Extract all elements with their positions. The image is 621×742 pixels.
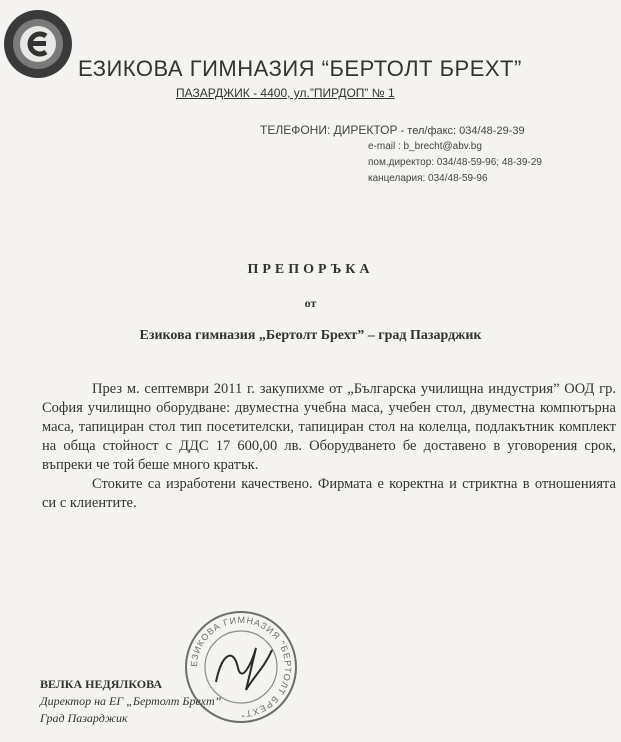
signer-name: ВЕЛКА НЕДЯЛКОВА: [40, 677, 163, 691]
contact-deputy-director: пом.директор: 034/48-59-96; 48-39-29: [368, 157, 542, 168]
body-paragraph-2: Стоките са изработени качествено. Фирмата е коректна и стриктна в отношенията си с клиентите.: [42, 476, 616, 511]
document-subtitle: Езикова гимназия „Бертолт Брехт” – град Пазарджик: [139, 328, 482, 343]
contact-office: канцелария: 034/48-59-96: [368, 173, 488, 184]
signature-scribble: [216, 648, 272, 690]
document-from: от: [304, 296, 317, 310]
document-body: [42, 380, 616, 513]
school-logo: [2, 8, 74, 80]
school-address: ПАЗАРДЖИК - 4400, ул.”ПИРДОП” № 1: [176, 86, 395, 100]
document-title: ПРЕПОРЪКА: [247, 262, 374, 277]
contact-block: [260, 122, 542, 187]
contact-email: e-mail : b_brecht@abv.bg: [368, 141, 482, 152]
phones-label: ТЕЛЕФОНИ: ДИРЕКТОР: [260, 123, 398, 137]
signature-block: [40, 676, 221, 727]
contact-row-director: [260, 122, 542, 139]
signer-city: Град Пазарджик: [40, 711, 128, 725]
stamp-text: ЕЗИКОВА ГИМНАЗИЯ "БЕРТОЛТ БРЕХТ": [188, 614, 294, 720]
school-name: ЕЗИКОВА ГИМНАЗИЯ “БЕРТОЛТ БРЕХТ”: [78, 56, 522, 81]
phone-fax: - тел/факс: 034/48-29-39: [400, 125, 525, 137]
signer-role: Директор на ЕГ „Бертолт Брехт”: [40, 694, 222, 708]
body-paragraph-1: През м. септември 2011 г. закупихме от „Българска училищна индустрия” ООД гр. София училищно оборудване: двуместна учебна маса, учебен стол, двуместна компютърна маса, тапициран стол тип посетителски, тапициран стол на колелца, подлакътник комплект на обща стойност с ДДС 17 600,00 лв. Оборудването бе доставено в уговорения срок, въпреки че той беше много кратък.: [42, 381, 616, 473]
